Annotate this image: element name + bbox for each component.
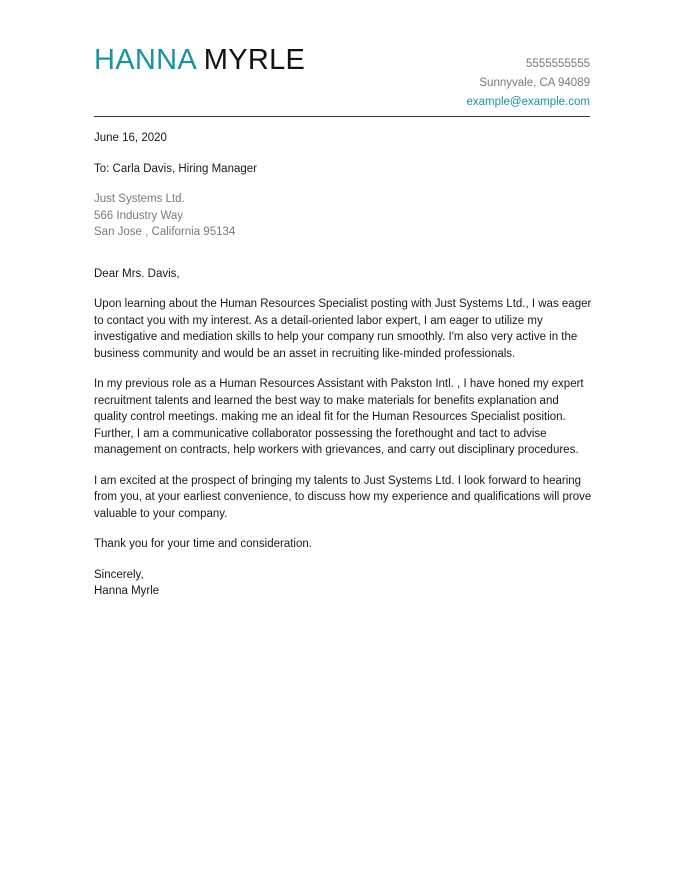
- letter-date: June 16, 2020: [94, 132, 167, 144]
- closing-phrase: Sincerely,: [94, 568, 144, 581]
- recipient-line: To: Carla Davis, Hiring Manager: [94, 162, 257, 175]
- sender-first-name: HANNA: [94, 44, 196, 76]
- header-divider: [94, 116, 590, 117]
- body-paragraph-2: In my previous role as a Human Resources Assistant with Pakston Intl. , I have honed my expert recruitment talents and learned the best way to make materials for benefits explanation and quality control meetings. making me an ideal fit for the Human Resources Specialist position. Further, I am a communicative collaborator possessing the forethought and tact to advise management on contracts, help workers with grievances, and carry out disciplinary procedures.: [94, 378, 584, 456]
- sender-email-link[interactable]: example@example.com: [466, 96, 590, 108]
- sign-off: [94, 567, 594, 600]
- company-name: Just Systems Ltd.: [94, 193, 185, 205]
- sender-phone: 5555555555: [526, 58, 590, 70]
- sender-last-name: MYRLE: [203, 44, 306, 76]
- body-paragraph-3: I am excited at the prospect of bringing my talents to Just Systems Ltd. I look forward to hearing from you, at your earliest convenience, to discuss how my experience and qualifications will prove valuable to your company.: [94, 474, 592, 520]
- recipient-address: [94, 191, 594, 241]
- sender-name: [94, 42, 305, 78]
- signature-name: Hanna Myrle: [94, 585, 160, 597]
- company-street: 566 Industry Way: [94, 209, 184, 222]
- salutation: Dear Mrs. Davis,: [94, 267, 180, 280]
- sender-location: Sunnyvale, CA 94089: [479, 77, 590, 89]
- sender-contact-block: [466, 55, 590, 112]
- body-paragraph-1: Upon learning about the Human Resources Specialist posting with Just Systems Ltd., I was eager to contact you with my interest. As a detail-oriented labor expert, I am eager to utilize my investigative and mediation skills to help your company run smoothly. I'm also very active in the business community and would be an asset in recruiting like-minded professionals.: [94, 298, 592, 360]
- letter-body: [94, 130, 594, 600]
- company-city-line: San Jose , California 95134: [94, 226, 236, 238]
- letterhead: [94, 40, 590, 106]
- body-paragraph-4: Thank you for your time and consideration.: [94, 538, 312, 550]
